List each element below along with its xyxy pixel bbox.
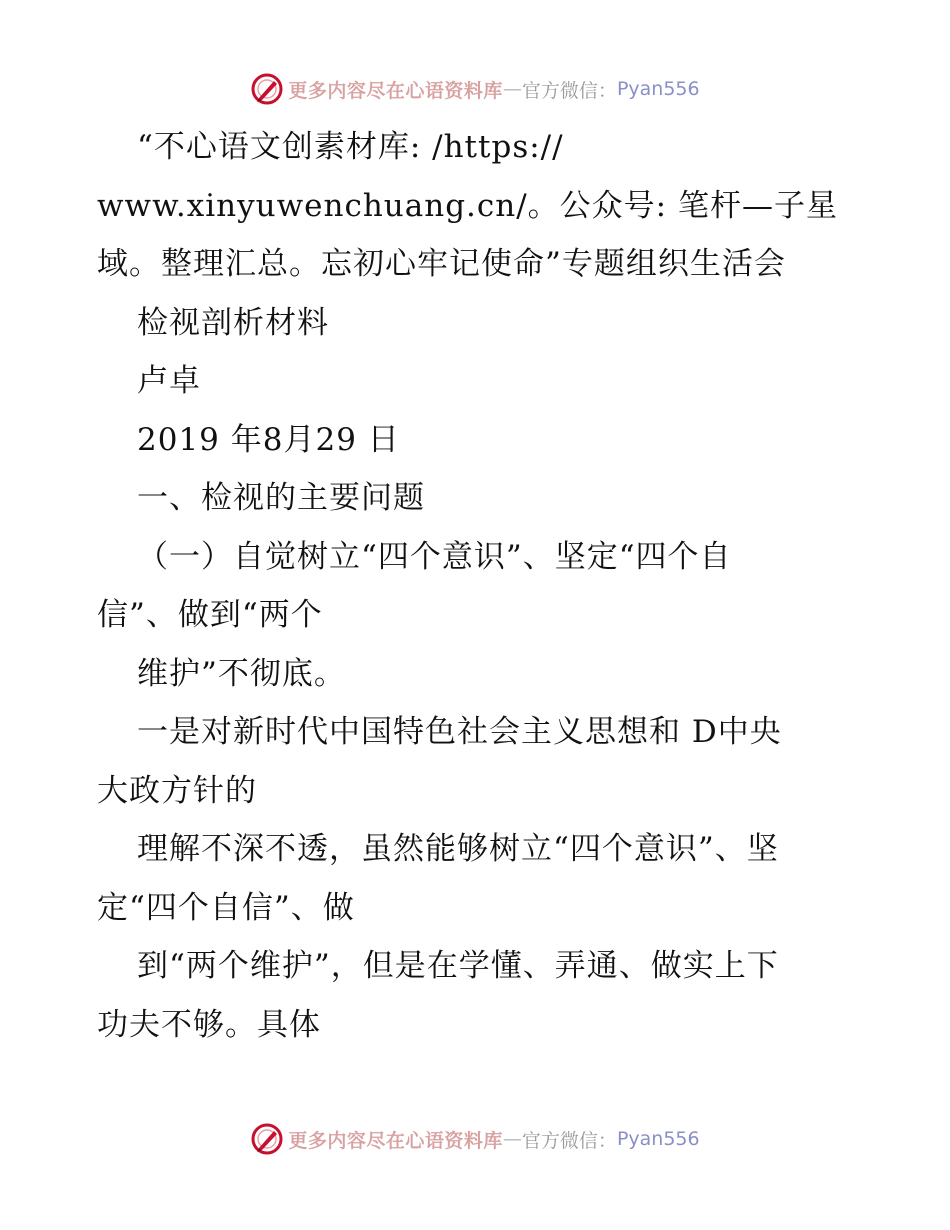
watermark-separator: —	[502, 1128, 522, 1150]
watermark-footer	[0, 1122, 950, 1156]
body-line: 维护”不彻底。	[137, 655, 346, 692]
body-line: 功夫不够。具体	[97, 1006, 321, 1043]
body-line: 一是对新时代中国特色社会主义思想和 D中央	[137, 714, 782, 750]
body-line: “不心语文创素材库: /https://	[137, 129, 564, 165]
watermark-separator: —	[502, 78, 522, 100]
watermark-main-text: 更多内容尽在心语资料库	[288, 1129, 503, 1152]
body-line: 定“四个自信”、做	[97, 889, 355, 926]
document-date: 2019 年8月29 日	[137, 421, 400, 458]
pen-logo-icon	[250, 1122, 284, 1156]
watermark-main-text: 更多内容尽在心语资料库	[288, 79, 503, 102]
watermark-header	[0, 72, 950, 106]
document-body	[97, 118, 857, 1054]
body-line: 大政方针的	[97, 772, 257, 809]
body-line: 域。整理汇总。忘初心牢记使命”专题组织生活会	[97, 246, 786, 282]
watermark-label: 官方微信：	[521, 79, 617, 102]
subsection-heading: （一）自觉树立“四个意识”、坚定“四个自	[137, 538, 732, 575]
watermark-wechat-id: Pyan556	[616, 78, 700, 100]
body-line: 到“两个维护”，但是在学懂、弄通、做实上下	[137, 948, 779, 984]
body-line: 理解不深不透，虽然能够树立“四个意识”、坚	[137, 831, 779, 867]
pen-logo-icon	[250, 72, 284, 106]
watermark-label: 官方微信：	[521, 1129, 617, 1152]
body-line: www.xinyuwenchuang.cn/。公众号: 笔杆—子星	[97, 187, 838, 224]
watermark-wechat-id: Pyan556	[616, 1128, 700, 1150]
section-heading: 一、检视的主要问题	[137, 480, 425, 516]
body-line: 信”、做到“两个	[97, 597, 323, 633]
author-name: 卢卓	[137, 363, 201, 399]
document-title: 检视剖析材料	[137, 304, 329, 341]
